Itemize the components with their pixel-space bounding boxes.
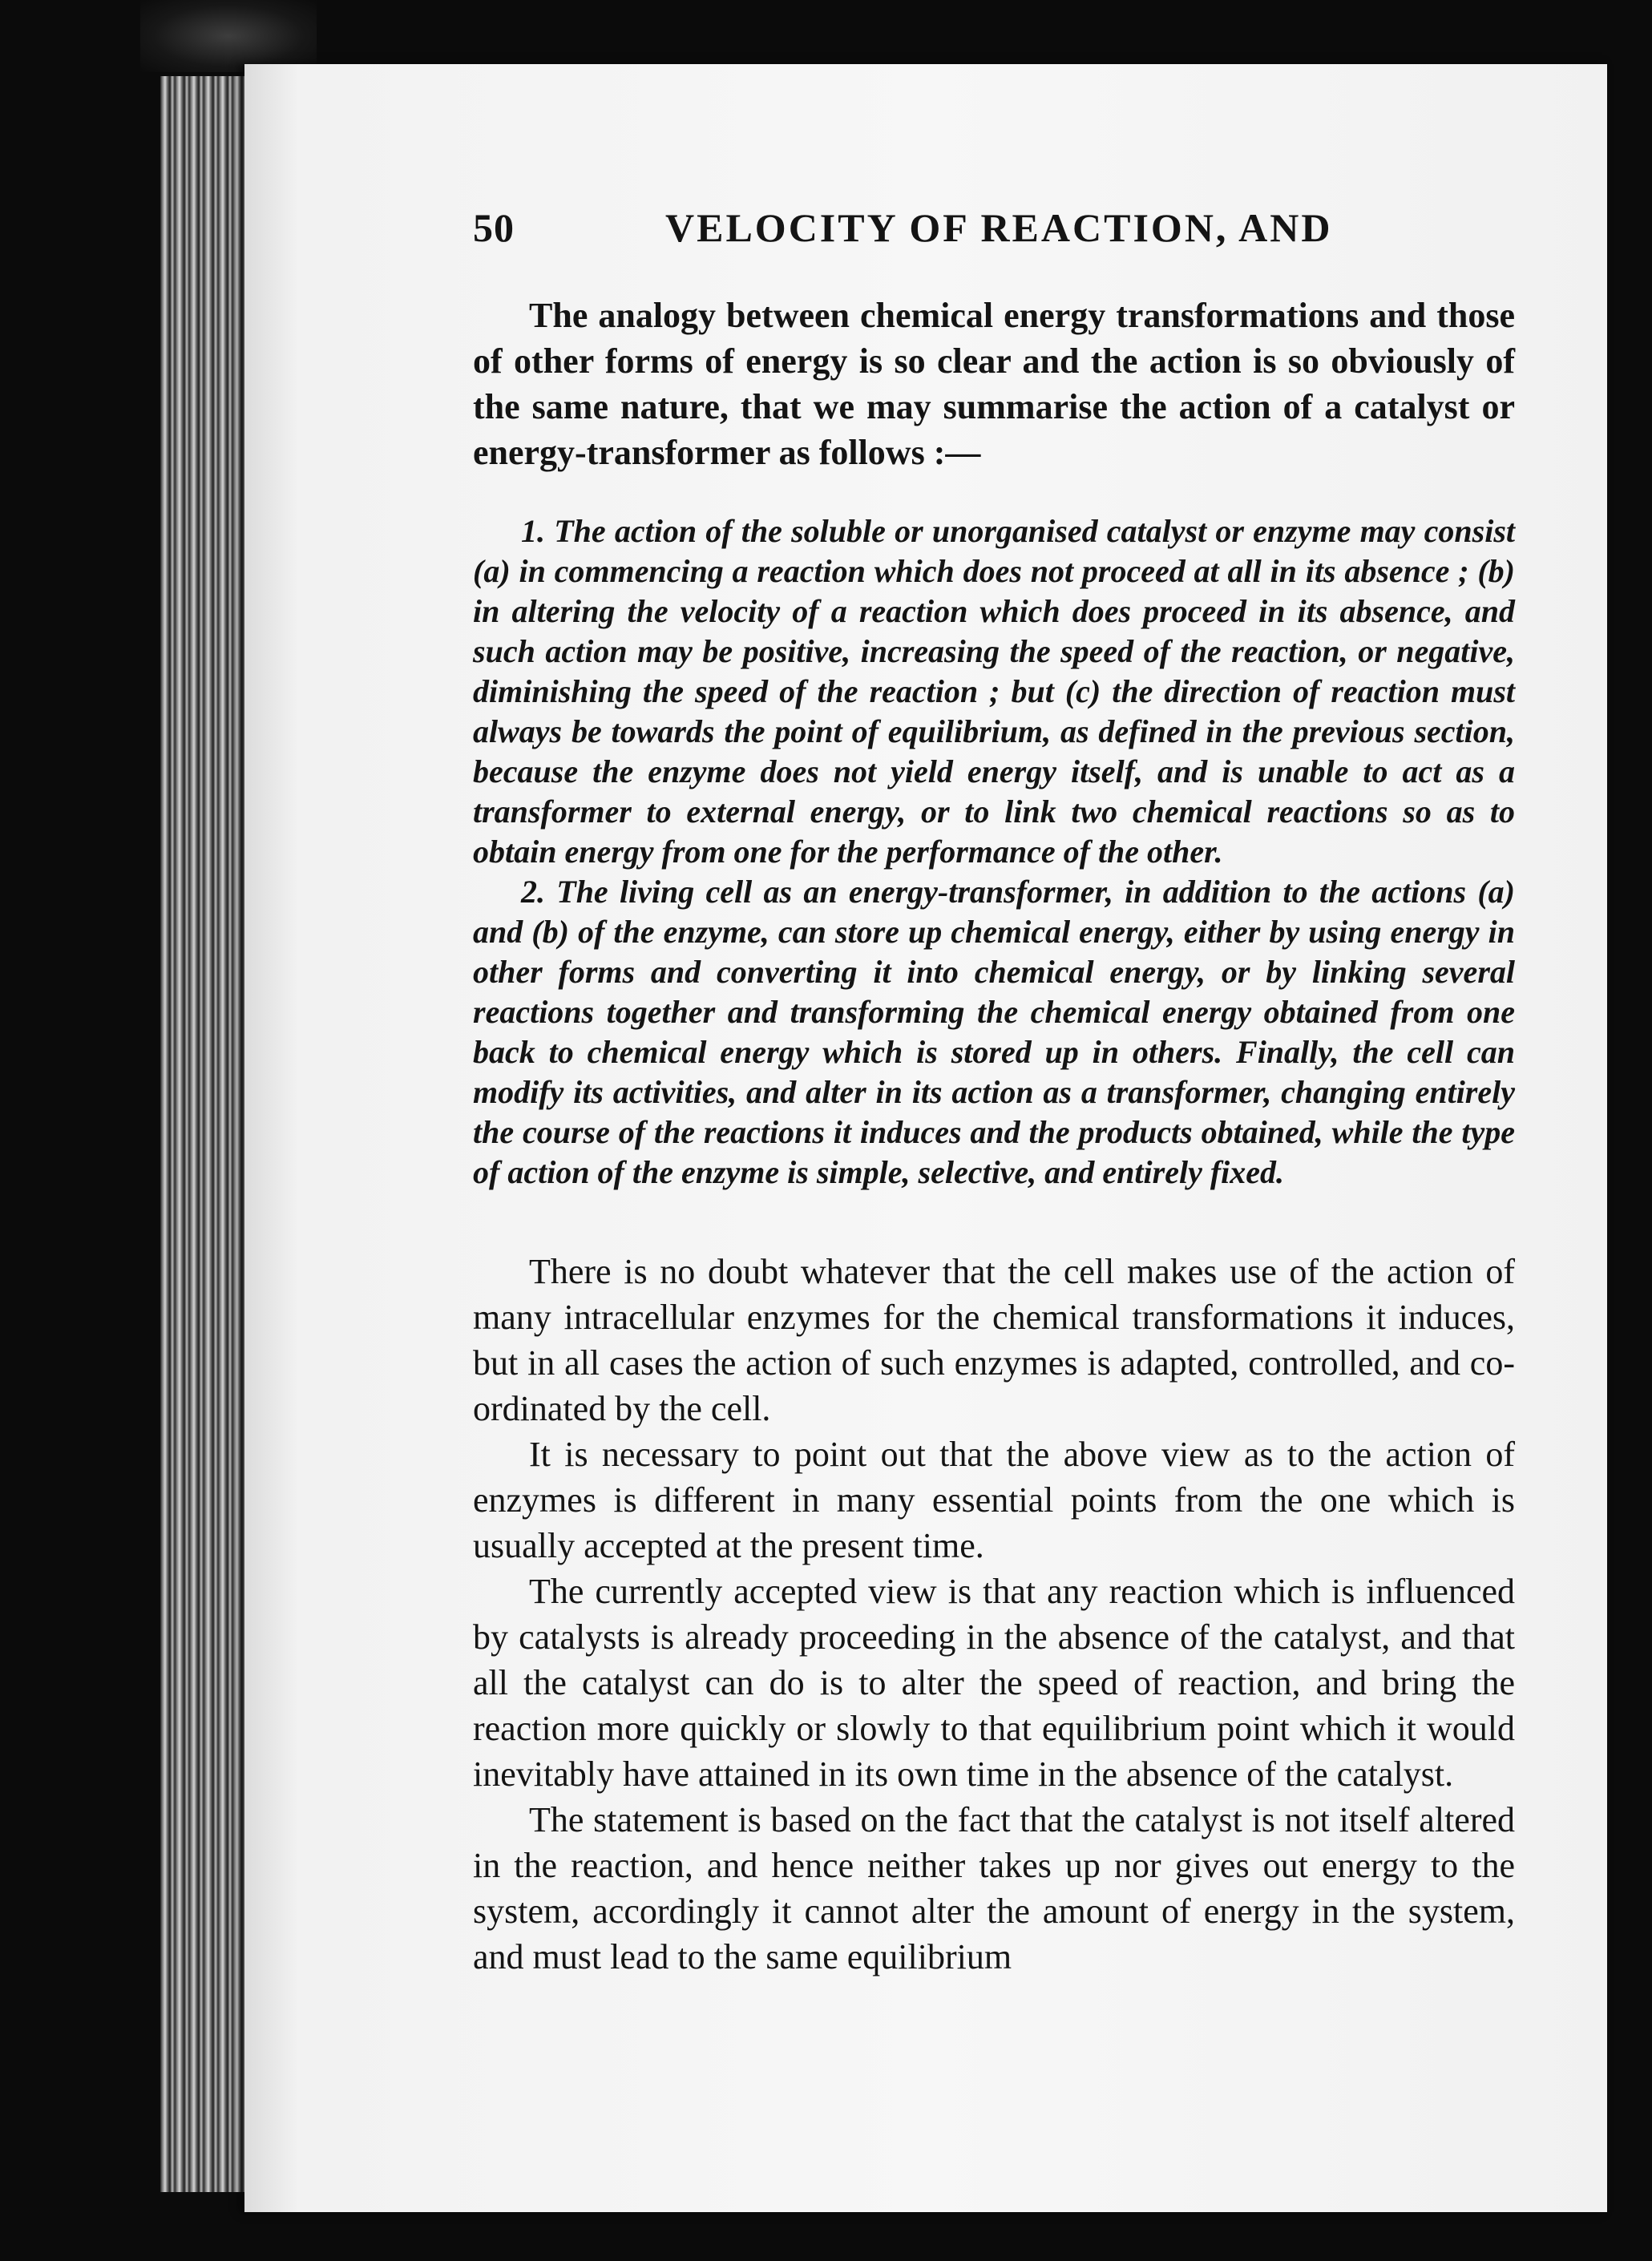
page-content: [473, 204, 1515, 1980]
page-edges: [160, 76, 256, 2192]
body-paragraph-2: It is necessary to point out that the above view as to the action of enzymes is different in many essential points from the one which is usually accepted at the present time.: [473, 1435, 1515, 1565]
summary-item-2: 2. The living cell as an energy-transformer, in addition to the actions (a) and (b) of the enzyme, can store up chemical energy, either by using energy in other forms and converting it into chemical energy, or by linking several reactions together and transforming the chemical energy obtained from one back to chemical energy which is stored up in others. Finally, the cell can modify its activities, and alter in its action as a transformer, changing entirely the course of the reactions it induces and the products obtained, while the type of action of the enzyme is simple, selective, and entirely fixed.: [473, 874, 1515, 1190]
page-number: 50: [473, 205, 515, 250]
running-title: VELOCITY OF REACTION, AND: [665, 205, 1333, 250]
book-spine-shadow: [140, 0, 317, 72]
running-head: [473, 204, 1515, 260]
body-paragraph-1: There is no doubt whatever that the cell makes use of the action of many intracellular enzymes for the chemical transformations it induces, but in all cases the action of such enzymes is adapted, controlled, and co-ordinated by the cell.: [473, 1252, 1515, 1428]
book-page: [244, 64, 1607, 2212]
intro-paragraph: The analogy between chemical energy transformations and those of other forms of energy is so clear and the action is so obviously of the same nature, that we may summarise the action of a catalyst or energy-transformer as follows :—: [473, 296, 1515, 472]
summary-item-1: 1. The action of the soluble or unorganised catalyst or enzyme may consist (a) in commencing a reaction which does not proceed at all in its absence ; (b) in altering the velocity of a reaction which does proceed in its absence, and such action may be positive, increasing the speed of the reaction, or negative, diminishing the speed of the reaction ; but (c) the direction of reaction must always be towards the point of equilibrium, as defined in the previous section, because the enzyme does not yield energy itself, and is unable to act as a transformer to external energy, or to link two chemical reactions so as to obtain energy from one for the performance of the other.: [473, 513, 1515, 870]
body-paragraph-3: The currently accepted view is that any reaction which is influenced by catalysts is already proceeding in the absence of the catalyst, and that all the catalyst can do is to alter the speed of reaction, and bring the reaction more quickly or slowly to that equilibrium point which it would inevitably have attained in its own time in the absence of the catalyst.: [473, 1572, 1515, 1794]
body-paragraph-4: The statement is based on the fact that the catalyst is not itself altered in the reaction, and hence neither takes up nor gives out energy to the system, accordingly it cannot alter the amount of energy in the system, and must lead to the same equilibrium: [473, 1800, 1515, 1976]
